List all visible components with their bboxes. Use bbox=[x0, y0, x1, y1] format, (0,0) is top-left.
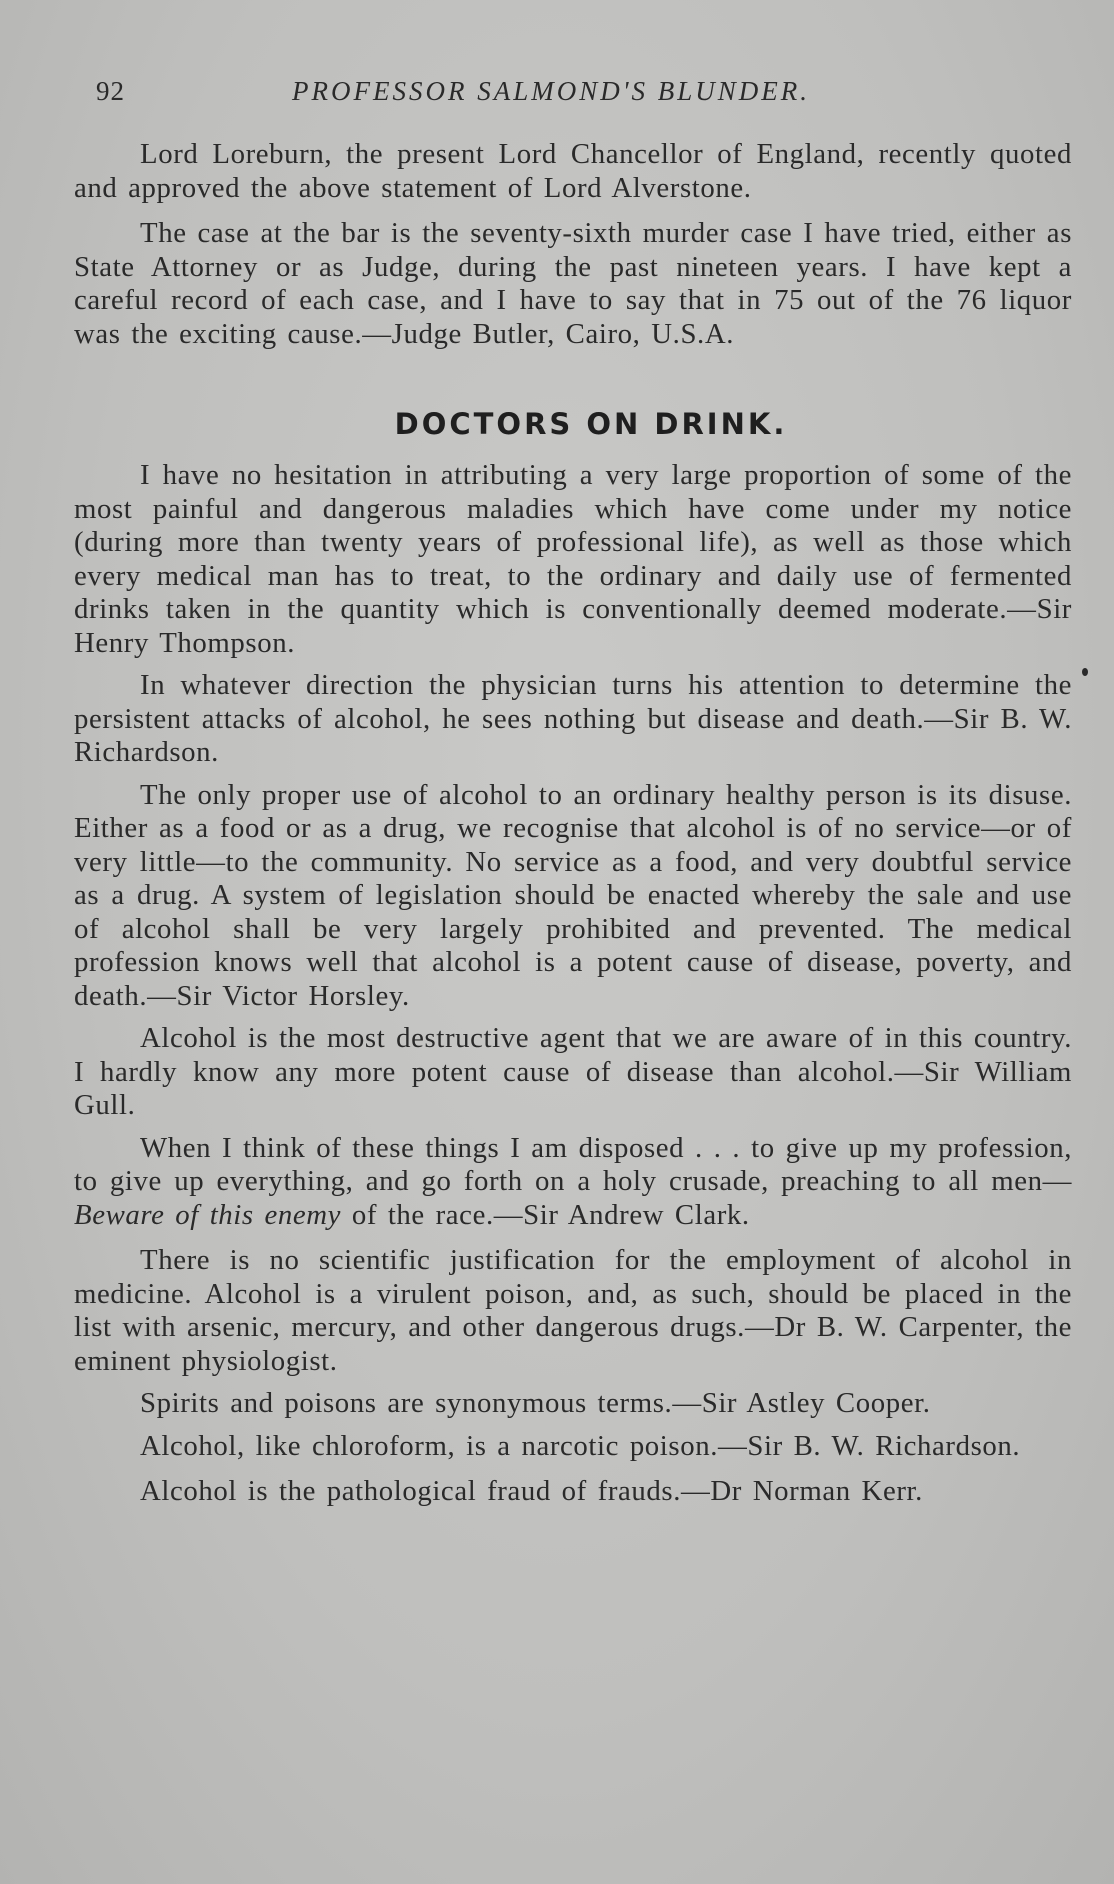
paragraph-clark bbox=[74, 1132, 1072, 1233]
paragraph-horsley: The only proper use of alcohol to an ordinary healthy person is its disuse. Either as a food or as a drug, we recognise that alcohol is of no service—or of very little—to the community. No service as a food, and very doubtful service as a drug. A system of legislation should be enacted whereby the sale and use of alcohol shall be very largely prohibited and prevented. The medical profession knows well that alcohol is a potent cause of disease, poverty, and death.—Sir Victor Horsley. bbox=[74, 778, 1072, 1012]
running-title: PROFESSOR SALMOND'S BLUNDER. bbox=[292, 76, 810, 106]
page-number: 92 bbox=[96, 76, 125, 106]
paragraph-gull: Alcohol is the most destructive agent that we are aware of in this country. I hardly know any more potent cause of disease than alcohol.—Sir William Gull. bbox=[74, 1022, 1072, 1121]
page-header bbox=[96, 76, 976, 116]
paragraph-kerr: Alcohol is the pathological fraud of frauds.—Dr Norman Kerr. bbox=[140, 1475, 923, 1507]
paragraph-cooper: Spirits and poisons are synonymous terms.—Sir Astley Cooper. bbox=[140, 1387, 931, 1419]
paragraph-richardson: In whatever direction the physician turns his attention to determine the persistent attacks of alcohol, he sees nothing but disease and death.—Sir B. W. Richardson. bbox=[74, 669, 1072, 768]
paragraph-judge-butler: The case at the bar is the seventy-sixth murder case I have tried, either as State Attorney or as Judge, during the past nineteen years. I have kept a careful record of each case, and I have to say that in 75 out of the 76 liquor was the exciting cause.—Judge Butler, Cairo, U.S.A. bbox=[74, 217, 1072, 350]
clark-text-after: of the race.—Sir Andrew Clark. bbox=[341, 1198, 750, 1231]
paragraph-thompson: I have no hesitation in attributing a very large proportion of some of the most painful and dangerous maladies which have come under my notice (during more than twenty years of professional life), as well as those which every medical man has to treat, to the ordinary and daily use of fermented drinks taken in the quantity which is conventionally deemed moderate.—Sir Henry Thompson. bbox=[74, 459, 1072, 659]
paragraph-richardson-narcotic: Alcohol, like chloroform, is a narcotic poison.—Sir B. W. Richardson. bbox=[140, 1429, 1021, 1462]
clark-text-before: When I think of these things I am disposed . . . to give up my profession, to give up everything, and go forth on a holy crusade, preaching to all men— bbox=[74, 1131, 1072, 1197]
clark-text-italic: Beware of this enemy bbox=[74, 1198, 342, 1231]
ink-speck bbox=[1082, 668, 1088, 676]
paragraph-carpenter: There is no scientific justification for the employment of alcohol in medicine. Alcohol is a virulent poison, and, as such, should be placed in the list with arsenic, mercury, and other dangerous drugs.—Dr B. W. Carpenter, the eminent physiologist. bbox=[74, 1244, 1072, 1377]
section-heading: DOCTORS ON DRINK. bbox=[394, 407, 788, 441]
page-body bbox=[74, 138, 1072, 1509]
paragraph-loreburn: Lord Loreburn, the present Lord Chancellor of England, recently quoted and approved the above statement of Lord Alverstone. bbox=[74, 138, 1072, 204]
